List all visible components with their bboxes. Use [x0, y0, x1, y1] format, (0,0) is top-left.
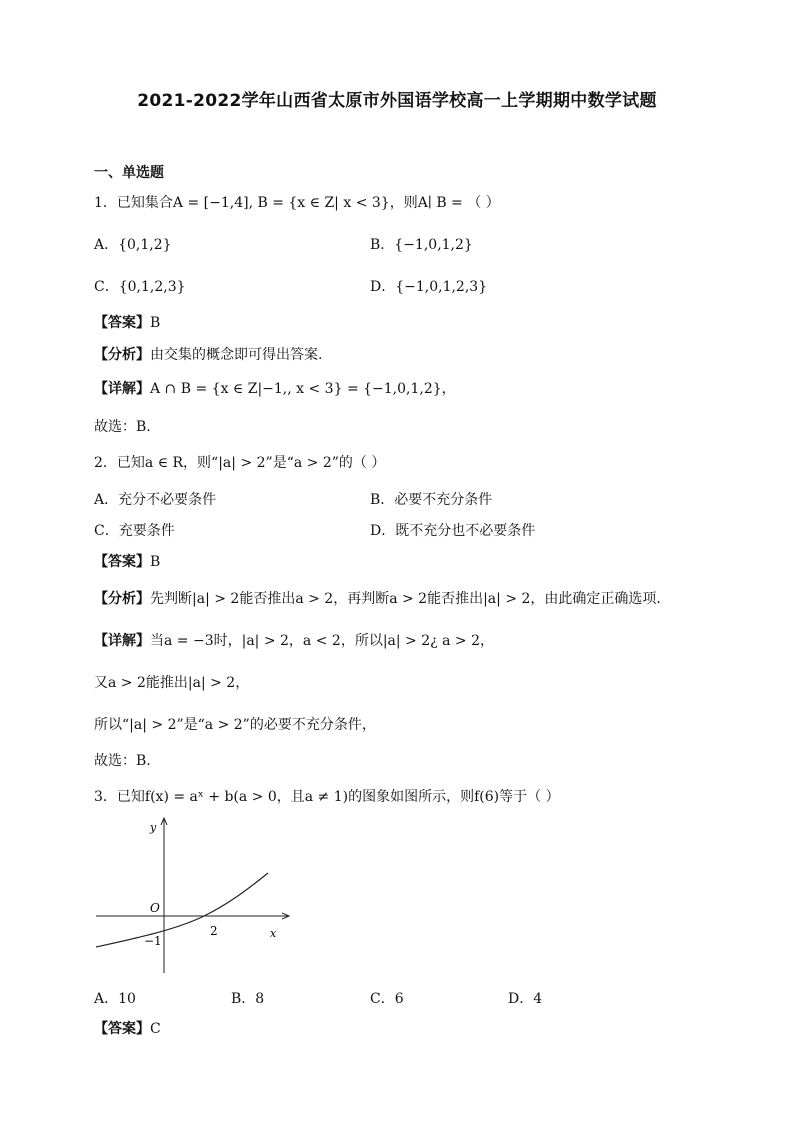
q1-stem: 1．已知集合A = [−1,4], B = {x ∈ Z| x < 3}，则A∣ B = （ ）	[94, 195, 500, 211]
analysis-text: 由交集的概念即可得出答案.	[150, 347, 323, 363]
q1-option-c: C．{0,1,2,3}	[94, 279, 186, 295]
q2-answer	[94, 551, 160, 571]
analysis-tag: 【分析】	[94, 347, 150, 363]
detail-text: 当a = −3时，|a| > 2，a < 2，所以|a| > 2¿ a > 2，	[150, 633, 494, 649]
x-intercept-label: 2	[210, 924, 218, 938]
answer-value: C	[150, 1021, 161, 1037]
y-axis-label: y	[150, 821, 157, 834]
q2-conclusion: 故选：B.	[94, 753, 151, 769]
q3-stem: 3．已知f(x) = aˣ + b(a > 0，且a ≠ 1)的图象如图所示，则f(6)等于（ ）	[94, 789, 560, 805]
y-intercept-label: −1	[144, 934, 162, 948]
page-title: 2021-2022学年山西省太原市外国语学校高一上学期期中数学试题	[137, 91, 657, 111]
q2-detail-2: 又a > 2能推出|a| > 2，	[94, 675, 250, 691]
function-curve	[96, 873, 268, 947]
section-heading: 一、单选题	[94, 165, 164, 181]
detail-text: A ∩ B = {x ∈ Z|−1,, x < 3} = {−1,0,1,2}，	[150, 381, 456, 397]
analysis-text: 先判断|a| > 2能否推出a > 2，再判断a > 2能否推出|a| > 2，由此确定正确选项.	[150, 591, 661, 607]
q2-option-b: B．必要不充分条件	[370, 492, 493, 508]
x-axis-label: x	[270, 927, 277, 940]
q1-option-d: D．{−1,0,1,2,3}	[370, 279, 488, 295]
q3-option-a: A．10	[94, 991, 136, 1007]
q2-detail-3: 所以“|a| > 2”是“a > 2”的必要不充分条件，	[94, 717, 376, 733]
analysis-tag: 【分析】	[94, 591, 150, 607]
answer-value: B	[150, 315, 161, 331]
answer-tag: 【答案】	[94, 554, 150, 570]
q2-option-d: D．既不充分也不必要条件	[370, 523, 536, 539]
origin-label: O	[150, 901, 160, 915]
q3-option-b: B．8	[231, 991, 265, 1007]
q2-detail	[94, 630, 494, 650]
q2-stem: 2．已知a ∈ R，则“|a| > 2”是“a > 2”的（ ）	[94, 455, 386, 471]
q1-answer	[94, 312, 160, 332]
q3-option-c: C．6	[370, 991, 404, 1007]
answer-value: B	[150, 554, 161, 570]
q1-conclusion: 故选：B.	[94, 419, 151, 435]
answer-tag: 【答案】	[94, 315, 150, 331]
q1-analysis	[94, 344, 322, 364]
answer-tag: 【答案】	[94, 1021, 150, 1037]
q3-option-d: D．4	[508, 991, 543, 1007]
q3-answer	[94, 1018, 161, 1038]
function-graph	[92, 815, 292, 975]
detail-tag: 【详解】	[94, 633, 150, 649]
q1-option-b: B．{−1,0,1,2}	[370, 237, 473, 253]
q1-detail	[94, 378, 456, 398]
q2-analysis	[94, 588, 661, 608]
detail-tag: 【详解】	[94, 381, 150, 397]
q2-option-a: A．充分不必要条件	[94, 492, 217, 508]
q1-option-a: A．{0,1,2}	[94, 237, 172, 253]
q2-option-c: C．充要条件	[94, 523, 175, 539]
